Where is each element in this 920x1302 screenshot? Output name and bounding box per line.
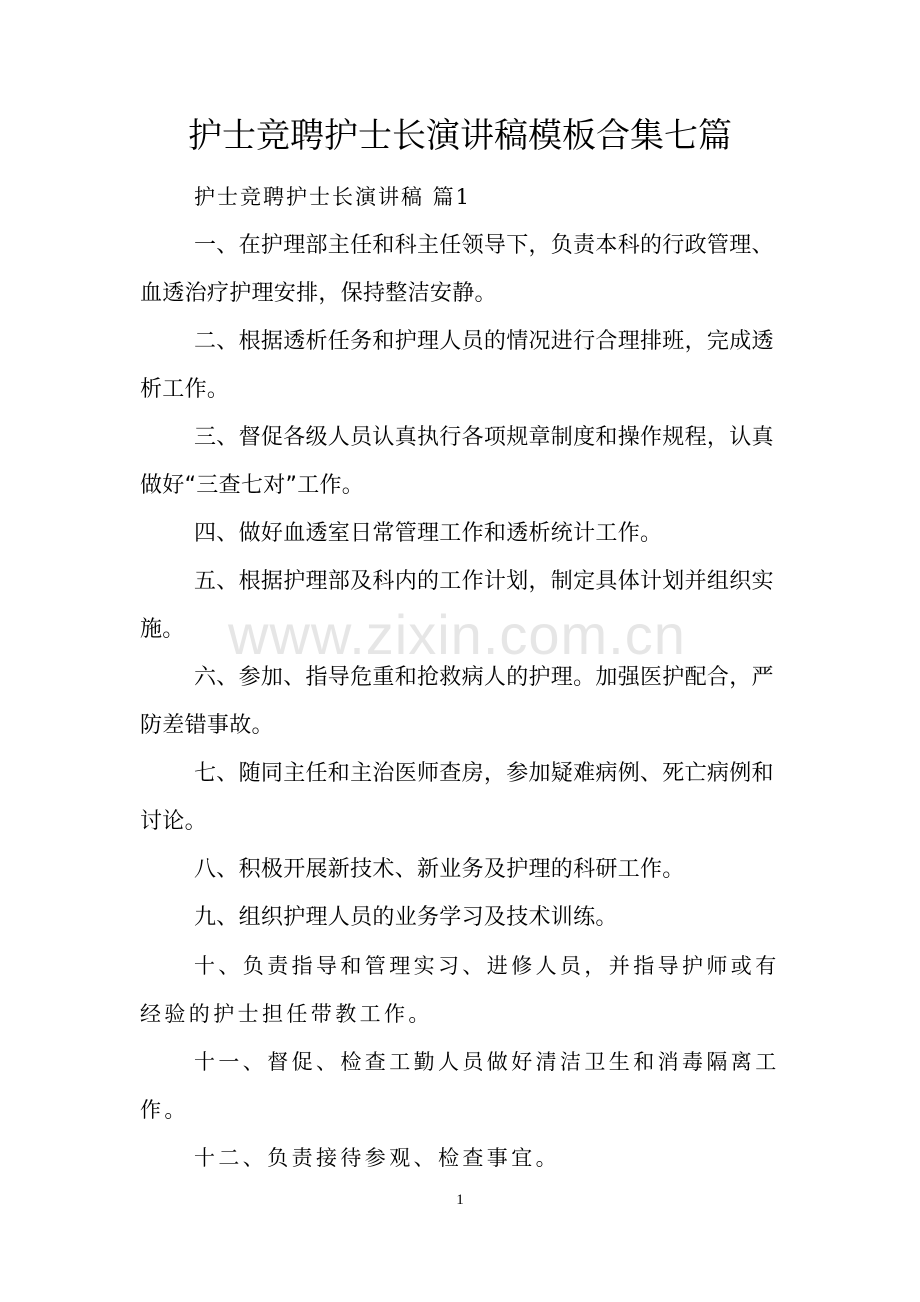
paragraph-9: 九、组织护理人员的业务学习及技术训练。 — [194, 905, 618, 930]
paragraph-11: 十一、督促、检查工勤人员做好清洁卫生和消毒隔离工作。 — [140, 1050, 780, 1122]
page-number: 1 — [456, 1192, 464, 1208]
paragraph-12: 十二、负责接待参观、检查事宜。 — [194, 1146, 560, 1170]
document-body — [140, 222, 780, 1182]
paragraph-3: 三、督促各级人员认真执行各项规章制度和操作规程，认真做好“三查七对”工作。 — [140, 425, 774, 498]
paragraph-8: 八、积极开展新技术、新业务及护理的科研工作。 — [194, 857, 685, 882]
paragraph-6: 六、参加、指导危重和抢救病人的护理。加强医护配合，严防差错事故。 — [140, 665, 774, 738]
document-title: 护士竞聘护士长演讲稿模板合集七篇 — [188, 116, 732, 156]
section-subtitle: 护士竞聘护士长演讲稿 篇1 — [194, 185, 472, 209]
paragraph-1: 一、在护理部主任和科主任领导下，负责本科的行政管理、血透治疗护理安排，保持整洁安静。 — [140, 233, 774, 306]
paragraph-10: 十、负责指导和管理实习、进修人员，并指导护师或有经验的护士担任带教工作。 — [140, 954, 780, 1026]
paragraph-7: 七、随同主任和主治医师查房，参加疑难病例、死亡病例和讨论。 — [140, 761, 774, 834]
paragraph-2: 二、根据透析任务和护理人员的情况进行合理排班，完成透析工作。 — [140, 329, 774, 402]
paragraph-5: 五、根据护理部及科内的工作计划，制定具体计划并组织实施。 — [140, 569, 774, 642]
paragraph-4: 四、做好血透室日常管理工作和透析统计工作。 — [194, 521, 663, 546]
watermark: www.zixin.com.cn — [228, 603, 686, 666]
